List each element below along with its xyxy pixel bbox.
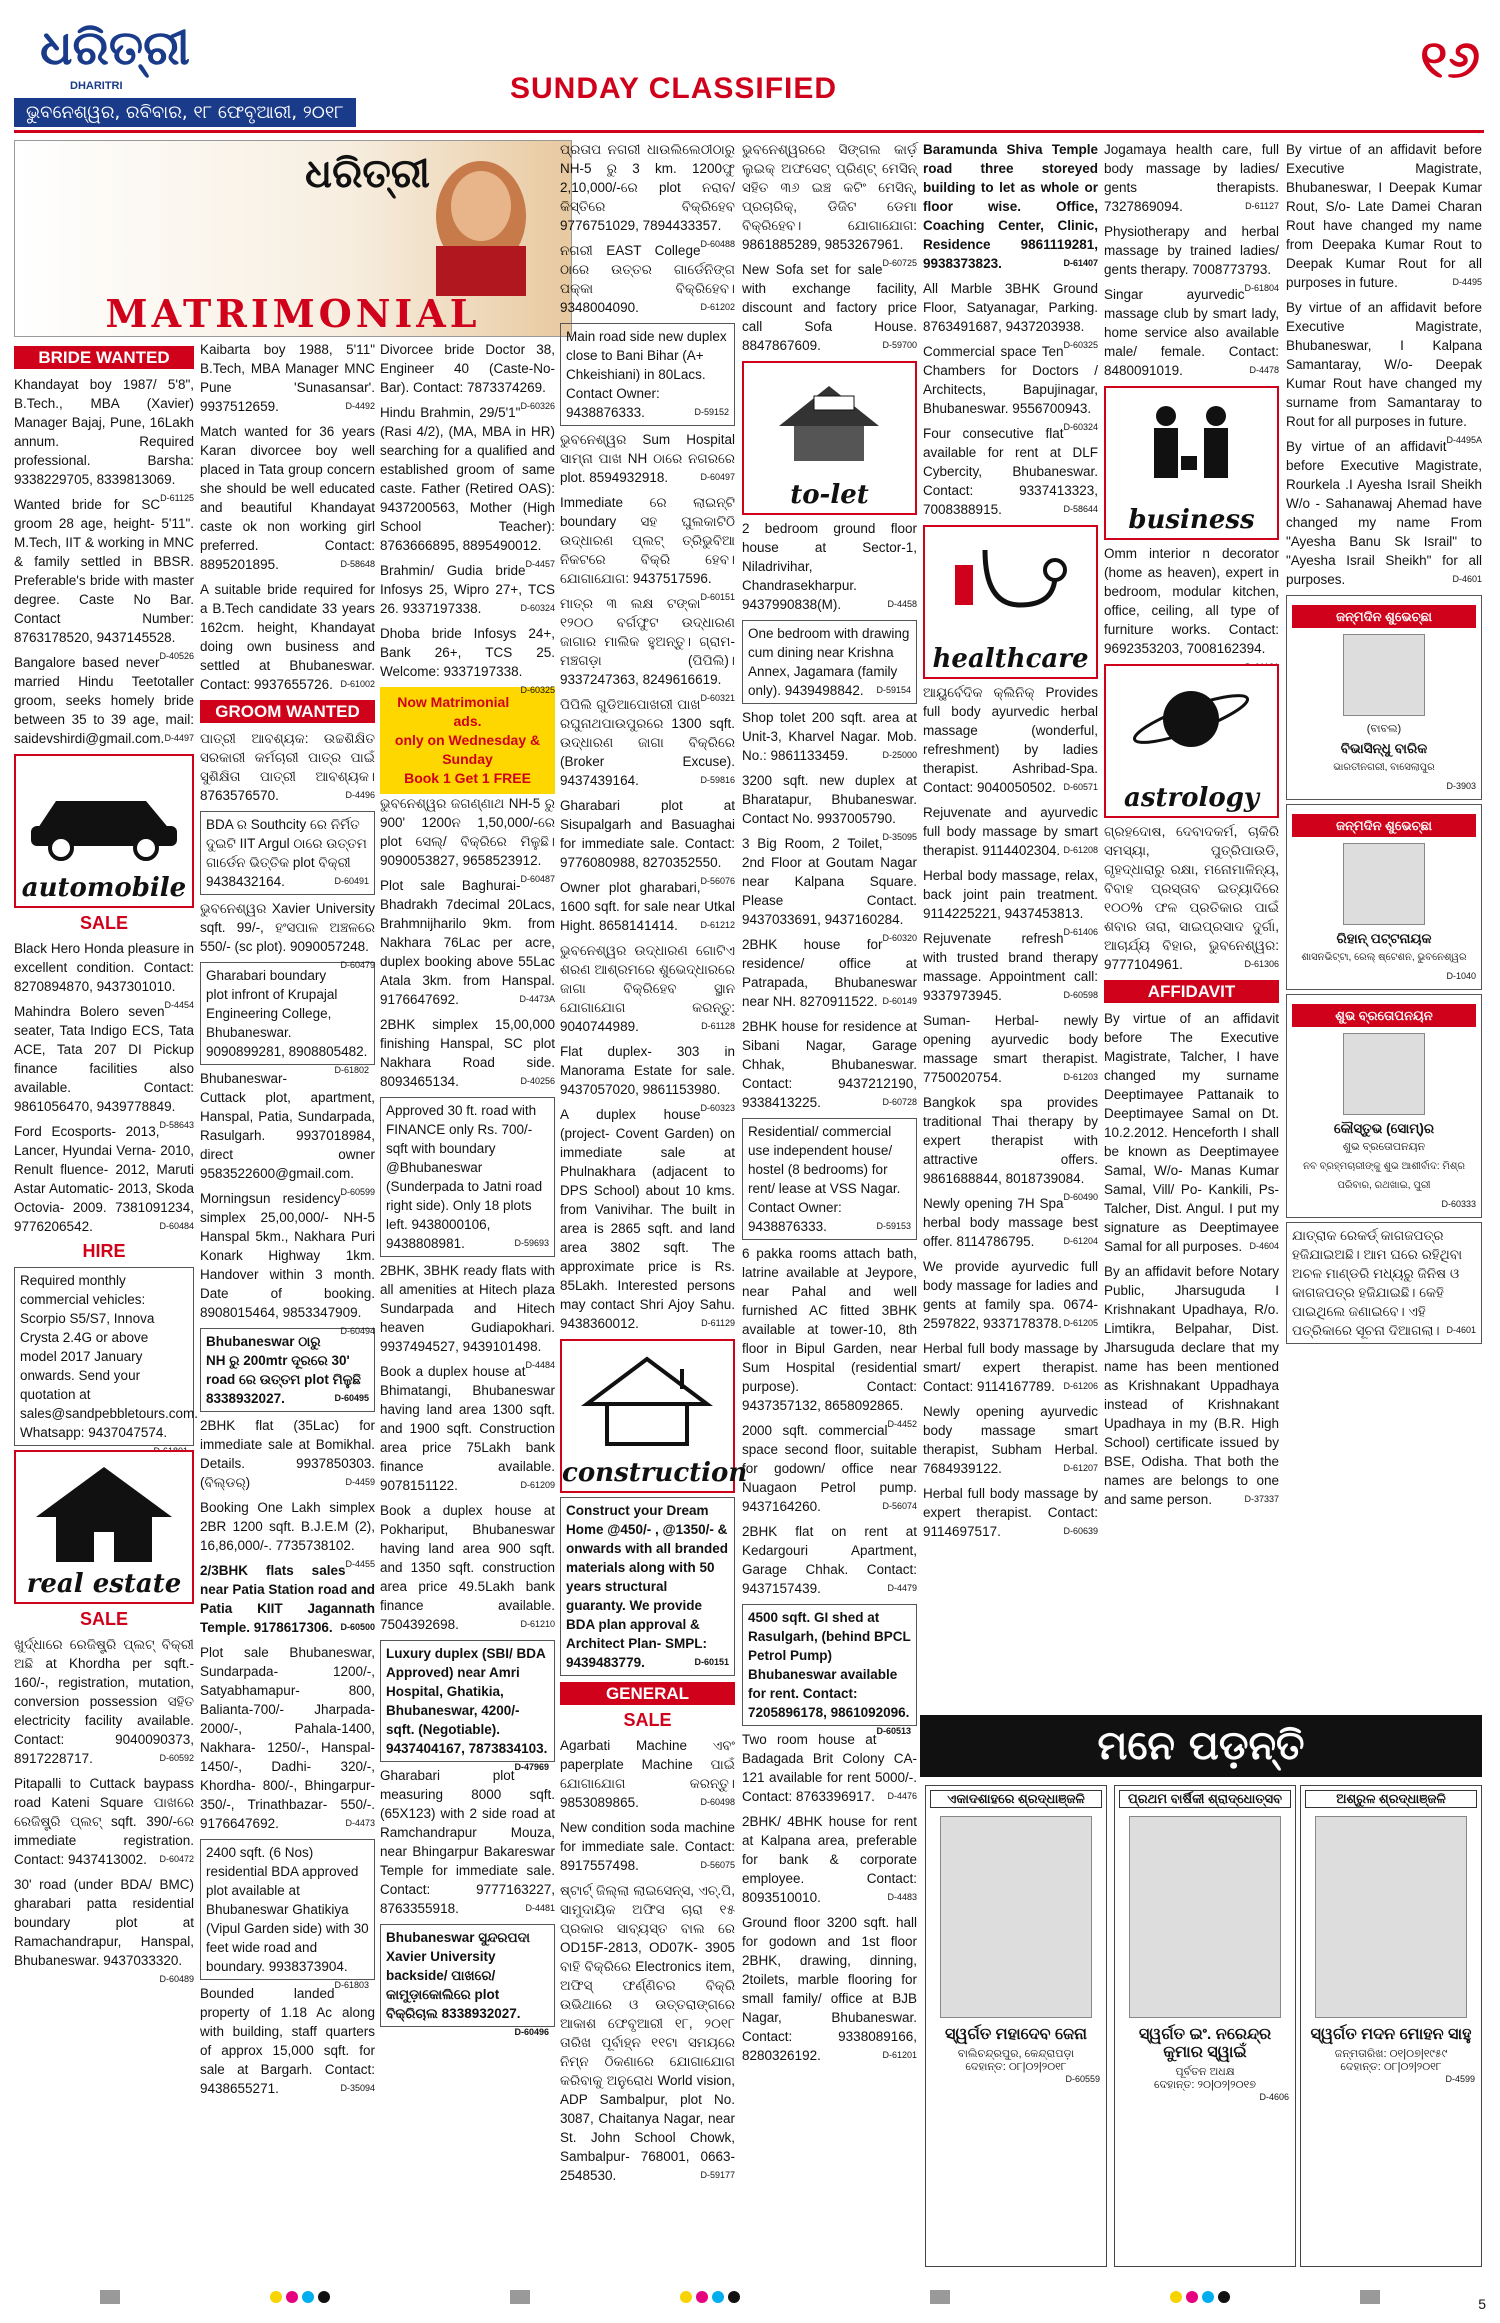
column-8: [1286, 140, 1482, 1710]
classified-ad: Gharabari plot measuring 8000 sqft. (65X123) with 2 side road at Ramchandrapur Mouza, near Bhingarpur Bakareswar Temple for immediate sale. Contact: 9777163227, 8763355918. D-4481: [380, 1768, 555, 1916]
classified-ad: ଷ୍ଟାର୍ଟ୍ ଜିଲ୍ଲା ଲାଇସେନ୍ସ, ଏଚ୍.ପି, ସାମୁଦାୟିକ ଅଫିସ ଚାରା ୧୫ ପ୍ରକାର ସାବ୍ୟସ୍ତ ବାଲ ରେ OD15F-2813, OD07K- 3905 ବାହି ବିକ୍ରିରେ Electronics item, ଅଫିସ୍ ଫର୍ଣ୍ଣିଚର ବିକ୍ରି ଉଭିଥାରେ ଓ ଉତ୍ତରାଙ୍ଗରେ ଆକାଶ ଫେବୃଆରୀ ୧୮, ୨୦୧୮ ତାରିଖ ପୂର୍ବାହ୍ନ ୧୧ଟା ସମୟରେ ନିମ୍ନ ଠିକଣାରେ ଯୋଗାଯୋଗ କରିବାକୁ ଅନୁରୋଧ World vision, ADP Sambalpur, plot No. 3087, Chaitanya Nagar, near St. John School Chowk, Sambalpur- 768001, 0663- 2548530. D-59177: [560, 1883, 735, 2183]
classified-ad: 3 Big Room, 2 Toilet, 2nd Floor at Goutam Nagar near Kalpana Square. Please Contact. 9437033691, 9437160284. D-60320: [742, 836, 917, 943]
classified-ad-boxed: 4500 sqft. GI shed at Rasulgarh, (behind BPCL Petrol Pump) Bhubaneswar available for rent. Contact: 7205896178, 9861092096. D-60513: [742, 1604, 917, 1726]
column-5: [742, 140, 917, 2071]
classified-ad: Kaibarta boy 1988, 5'11" B.Tech, MBA Manager MNC Pune 'Sunasansar'. 9937512659. D-4492: [200, 342, 375, 414]
obituary-card: ପ୍ରଥମ ବାର୍ଷିକୀ ଶ୍ରାଦ୍ଧୋତ୍ସବ ସ୍ୱର୍ଗତ ଇଂ. ନରେନ୍ଦ୍ର କୁମାର ସ୍ୱାଇଁ ପୂର୍ବତନ ଅଧକ୍ଷ ଦେହାନ୍ତ: ୨୦|୦୨|୨୦୧୭ D-4606: [1114, 1785, 1296, 2267]
classified-ad: By virtue of an affidavit before Executive Magistrate, Bhubaneswar, I Deepak Kumar Rout, S/o- Late Damei Charan Rout have changed my name from Deepaka Kumar Rout to Deepak Kumar Rout for all purposes in future. D-4495: [1286, 142, 1482, 290]
classified-ad: Ford Ecosports- 2013, Lancer, Hyundai Verna- 2010, Renult fluence- 2012, Maruti Astar Automatic- 2013, Skoda Octovia- 2009. 7381091234, 9776206542. D-60484: [14, 1124, 194, 1234]
classified-ad-boxed: Luxury duplex (SBI/ BDA Approved) near Amri Hospital, Ghatikia, Bhubaneswar, 4200/- sqft. (Negotiable). 9437404167, 7873834103. D-47969: [380, 1640, 555, 1762]
healthcare-box: [923, 525, 1098, 679]
page-number: ୧୬: [1420, 30, 1480, 90]
obituary-card: ଅଶ୍ରୁଳ ଶ୍ରଦ୍ଧାଞ୍ଜଳି ସ୍ୱର୍ଗତ ମଦନ ମୋହନ ସାହୁ ଜନ୍ମତାରିଖ: ୦୧|୦୭|୧୯୫୯ ଦେହାନ୍ତ: ୦୮|୦୨|୨୦୧୮ D-4599: [1300, 1785, 1482, 2267]
obituary-card: ଏକାଦଶାହରେ ଶ୍ରଦ୍ଧାଞ୍ଜଳି ସ୍ୱର୍ଗତ ମହାଦେବ ଜେନା ବାଲିଚନ୍ଦ୍ରପୁର, କେନ୍ଦ୍ରାପଡ଼ା ଦେହାନ୍ତ: ୦୮|୦୨|୨୦୧୮ D-60559: [925, 1785, 1107, 2267]
classified-ad: Mahindra Bolero seven seater, Tata Indigo ECS, Tata ACE, Tata 207 DI Pickup finance facilities also available. Contact: 9861056470, 9439778849. D-58643: [14, 1004, 194, 1130]
child-photo: [1343, 634, 1425, 716]
classified-ad: Commercial space Ten Chambers for Doctors / Architects, Bapujinagar, Bhubaneswar. 9556700943. D-60324: [923, 344, 1098, 432]
stethoscope-icon: [925, 535, 1096, 635]
classified-ad: Ground floor 3200 sqft. hall for godown and 1st floor 2BHK, drawing, dinning, 2toilets, marble flooring for small family/ office at BJB Nagar, Bhubaneswar. Contact: 9338089166, 8280326192. D-61201: [742, 1915, 917, 2063]
classified-ad-boxed: Bhubaneswar ସୁନ୍ଦରପଦା Xavier University backside/ ପାଖରେ/ କାମୁଡ଼ାକୋଲିରେ plot ବିକ୍ରିଚାଲ 8338932027. D-60496: [380, 1924, 555, 2027]
tolet-label: to-let: [790, 480, 869, 510]
column-4: [560, 140, 748, 2191]
classified-ad: Bangalore based never married Hindu Teetotaller groom, seeks homely bride between 35 to 39 age, mail: saidevshirdi@gmail.com. D-4497: [14, 655, 194, 746]
classified-ad: Newly opening ayurvedic body massage smart therapist, Subham Herbal. 7684939122. D-61207: [923, 1404, 1098, 1476]
astrology-box: [1104, 664, 1279, 818]
classified-ad: Book a duplex house at Bhimatangi, Bhubaneswar having land area 1300 sqft. and 1900 sqft. Construction area price 75Lakh bank finance available. 9078151122. D-61209: [380, 1364, 555, 1493]
classified-ad: ପିପିଲି ଗୁଡିଆପୋଖରୀ ପାଖ ରଘୁନାଥପାଉପୁରରେ 1300 sqft. ଉଦ୍ଧାରଣ ଜାଗା ବିକ୍ରିରେ (Broker Excuse). 9437439164. D-59816: [560, 697, 735, 788]
person-photo: [1129, 1816, 1281, 2018]
classified-ad: Dhoba bride Infosys 24+, Bank 26+, TCS 25. Welcome: 9337197338. D-60325: [380, 626, 555, 695]
classified-ad: 3200 sqft. new duplex at Bharatapur, Bhubaneswar. Contact No. 9937005790. D-35095: [742, 773, 917, 842]
classified-ad: Pitapalli to Cuttack baypass road Kateni Square ପାଖରେ ରେଜିଷ୍ଟ୍ରି ପ୍ଲଟ୍ sqft. 390/-ରେ immediate registration. Contact: 9437413002. D-60472: [14, 1776, 194, 1867]
column-3: [380, 340, 555, 2042]
classified-ad: Gharabari plot at Sisupalgarh and Basuaghai for immediate sale. Contact: 9776080988, 8270352550. D-56076: [560, 798, 735, 886]
matrimonial-offer-ad: Now Matrimonial ads. only on Wednesday & Sunday Book 1 Get 1 FREE: [380, 687, 555, 794]
classified-ad: By an affidavit before Notary Public, Jharsuguda I Krishnakant Upadhaya, R/o. Limtikra, Belpahar, Dist. Jharsuguda declare that my name has been mentioned as Krishnakant Uppadhaya instead of Krishnakant Upadhaya in my (B.R. High School) certificate issued by BSE, Odisha. That both the names are belongs to one and same person. D-37337: [1104, 1264, 1279, 1507]
dateline: ଭୁବନେଶ୍ୱର, ରବିବାର, ୧୮ ଫେବୃଆରୀ, ୨୦୧୮: [14, 98, 356, 127]
classified-ad: By virtue of an affidavit before The Executive Magistrate, Talcher, I have changed my surname Deeptimayee Pattanaik to Deeptimayee Samal on Dt. 10.2.2012. Henceforth I shall be known as Deeptimayee Samal, W/o- Manas Kumar Samal, Vill/ Po- Kankili, Ps- Talcher, Dist. Angul. I put my signature as Deeptimayee Samal for all purposes. D-4604: [1104, 1011, 1279, 1254]
automobile-sale-header: SALE: [79, 913, 128, 933]
classified-ad-boxed: Residential/ commercial use independent house/ hostel (8 bedrooms) for rent/ lease at VSS Nagar. Contact Owner: 9438876333. D-59153: [742, 1118, 917, 1240]
classified-ad: Bounded landed property of 1.18 Ac along with building, staff quarters of approx 15,000 sqft. for sale at Bargarh. Contact: 9438655271. D-35094: [200, 1986, 375, 2096]
car-icon: [16, 766, 192, 866]
realestate-label: real estate: [26, 1569, 182, 1599]
classified-ad: Herbal full body massage by smart/ expert therapist. Contact: 9114167789. D-61206: [923, 1341, 1098, 1394]
header-rule: [14, 130, 1484, 133]
classified-ad: 2 bedroom ground floor house at Sector-1, Niladrivihar, Chandrasekharpur. 9437990838(M). D-4458: [742, 521, 917, 612]
section-title: SUNDAY CLASSIFIED: [510, 72, 838, 105]
column-6: [923, 140, 1098, 1710]
classified-ad: 30' road (under BDA/ BMC) gharabari patta residential boundary plot at Ramachandrapur, Hanspal, Bhubaneswar. 9437033320. D-60489: [14, 1877, 194, 1984]
automobile-label: automobile: [21, 873, 187, 903]
classified-ad: Booking One Lakh simplex 2BR 1200 sqft. B.J.E.M (2), 16,86,000/-. 7735738102. D-4455: [200, 1500, 375, 1569]
classified-ad: Plot sale Baghurai- Bhadrakh 7decimal 20Lacs, Brahmnijharilo 9km. from Nakhara 76Lac per acre, duplex booking above 55Lac Atala 3km. from Hanspal. 9176647692. D-4473A: [380, 878, 555, 1007]
classified-ad: Plot sale Bhubaneswar, Sundarpada- 1200/-, Satyabhamapur- 800, Balianta-700/- Jharpada- 2000/-, Pahala-1400, Nakhara- 1250/-, Hanspal- 1450/-, Dadhi- 320/-, Khordha- 800/-, Bhingarpur- 350/-, Trinathbazar- 550/-. 9176647692. D-4473: [200, 1645, 375, 1831]
classified-ad: ପ୍ରତାପ ନଗରୀ ଧାଉଲିଲେଠୀଠାରୁ NH-5 ରୁ 3 km. 1200ଫୁ 2,10,000/-ରେ plot ନରାବ/ କିସ୍ତିରେ ବିକ୍ରିହେବ 9776751029, 7894433357. D-60488: [560, 142, 735, 249]
column-2: [200, 340, 375, 2104]
classified-ad: Divorcee bride Doctor 38, Engineer 40 (Caste-No- Bar). Contact: 7873374269. D-60326: [380, 342, 555, 411]
classified-ad: By virtue of an affidavit before Executive Magistrate, Bhubaneswar, I Kalpana Samantaray, W/o- Deepak Kumar Rout have changed my surname from Samantaray to Rout for all purposes in future. D-4495A: [1286, 300, 1482, 445]
classified-ad: By virtue of an affidavit before Executive Magistrate, Rourkela .I Ayesha Israil Sheikh W/o - Sahanawaj Ahemad have changed my name From "Ayesha Banu Sk Israil" to "Ayesha Israil Sheikh" for all purposes. D-4601: [1286, 439, 1482, 587]
classified-ad: Hindu Brahmin, 29/5'1" (Rasi 4/2), (MA, MBA in HR) searching for a qualified and established groom of same caste. Father (Retired OAS): 9437200563, Mother (High School Teacher): 8763666895, 8895490012. D-4457: [380, 405, 555, 569]
classified-ad-boxed: Gharabari boundary plot infront of Krupajal Engineering College, Bhubaneswar. 9090899281, 8908805482. D-61802: [200, 962, 375, 1065]
banner-title: MATRIMONIAL: [105, 291, 481, 336]
matrimonial-banner: [14, 140, 572, 337]
person-photo: [940, 1816, 1092, 2018]
notice-box: ଯାତ୍ରାକ ରେକର୍ଡ୍ କାଗଜପତ୍ର ହଜିଯାଇଅଛି। ଆମ ଘରେ ରହିଥିବା ଅଚଳ ମାଣ୍ଡରି ମଧ୍ୟରୁ ଜିନିଷ ଓ କାଗଜପତ୍ର ହଜିଯାଇଛି। କେହି ପାଇଥିଲେ ଜଣାଇବେ। ଏହି ପତ୍ରିକାରେ ସୂଚନା ଦିଆଗଲା। D-4601: [1286, 1222, 1482, 1344]
classified-ad: ଭୁବନେଶ୍ୱର Sum Hospital ସାମ୍ନା ପାଖ NH ଠାରେ ନଗରରେ plot. 8594932918. D-60497: [560, 432, 735, 485]
construction-house-icon: [562, 1349, 733, 1449]
classified-ad: 2BHK/ 4BHK house for rent at Kalpana area, preferable for bank & corporate employee. Contact: 8093510010. D-4483: [742, 1814, 917, 1905]
column-1: [14, 340, 199, 1989]
classified-ad: New condition soda machine for immediate sale. Contact: 8917557498. D-56075: [560, 1820, 735, 1873]
classified-ad: A suitable bride required for a B.Tech candidate 33 years 162cm. height, Khandayat doing own business and settled at Bhubaneswar. Contact: 9937655726. D-61002: [200, 582, 375, 692]
classified-ad: Owner plot gharabari, 1600 sqft. for sale near Utkal Hight. 8658141414. D-61212: [560, 880, 735, 933]
classified-ad: New Sofa set for sale with exchange facility, discount and factory price call Sofa House. 8847867609. D-59700: [742, 262, 917, 353]
classified-ad: Herbal body massage, relax, back joint pain treatment. 9114225221, 9437453813. D-61406: [923, 868, 1098, 937]
classified-ad-boxed: 2400 sqft. (6 Nos) residential BDA approved plot available at Bhubaneswar Ghatikiya (Vipul Garden side) with 30 feet wide road and boundary. 9938373904. D-61803: [200, 1839, 375, 1980]
classified-ad: Herbal full body massage by expert therapist. Contact: 9114697517. D-60639: [923, 1486, 1098, 1539]
registration-bar: [100, 2290, 120, 2304]
realestate-sale-header: SALE: [79, 1609, 128, 1629]
classified-ad: ମାତ୍ର ୩ ଲକ୍ଷ ଟଙ୍କା ୧୨୦୦ ବର୍ଗଫୁଟ ଉଦ୍ଧାରଣ ଜାଗାର ମାଲିକ ହୁଅନ୍ତୁ। ଗ୍ରାମ-ମଞ୍ଚଗଡ଼ା (ପିପିଲି)। 9337247363, 8249616619. D-60321: [560, 596, 735, 703]
classified-ad: Immediate ରେ ଲାଇନ୍ଟି boundary ସହ ଘୁଲକାଟିଠି ଉଦ୍ଧାରଣ ପ୍ଲଟ୍ ତ୍ରିଭୁବିଆ ନିକଟରେ ବିକ୍ରି ହେବ। ଯୋଗାଯୋଗ: 9437517596. D-60151: [560, 495, 735, 602]
footer-page-number: 5: [1478, 2296, 1486, 2312]
classified-ad-boxed: Required monthly commercial vehicles: Scorpio S5/S7, Innova Crysta 2.4G or above model 2017 January onwards. Send your quotation at sales@sandpebbletours.com. Whatsapp: 9437047574.: [14, 1267, 194, 1446]
classified-ad-boxed: BDA ର Southcity ରେ ନିର୍ମିତ ଦୁଇଟି IIT Argul ଠାରେ ଉତ୍ତମ ଗାର୍ଡେନ ଭିତ୍ତିକ plot ବିକ୍ରୀ 9438432164. D-60491: [200, 811, 375, 895]
registration-bar: [510, 2290, 530, 2304]
classified-ad: 2BHK flat on rent at Kedargouri Apartment, Garage Chhak. Contact: 9437157439. D-4479: [742, 1524, 917, 1596]
construction-label: construction: [562, 1458, 748, 1488]
business-people-icon: [1106, 396, 1277, 496]
classified-ad: Book a duplex house at Pokhariput, Bhubaneswar having land area 900 sqft. and 1350 sqft. construction area price 49.5Lakh bank finance available. 7504392698. D-61210: [380, 1503, 555, 1632]
classified-ad: Singar ayurvedic massage club by smart lady, home service also available male/ female. Contact: 8480091019. D-4478: [1104, 287, 1279, 378]
classified-ad: Khandayat boy 1987/ 5'8", B.Tech., MBA (Xavier) Manager Bajaj, Pune, 16Lakh annum. Required professional. Barsha: 9338229705, 8339813069. D-61125: [14, 377, 194, 503]
logo-subtitle: DHARITRI: [70, 80, 123, 92]
realestate-box: [14, 1450, 194, 1604]
classified-ad: Brahmin/ Gudia bride Infosys 25, Wipro 27+, TCS 26. 9337197338. D-60324: [380, 563, 555, 616]
classified-ad: Rejuvenate and ayurvedic full body massage by smart therapist. 9114402304. D-61208: [923, 805, 1098, 858]
color-registration-mark: [680, 2290, 744, 2306]
classified-ad: Bangkok spa provides traditional Thai therapy by expert therapist with attractive offers. 9861688844, 8018739084. D-60490: [923, 1095, 1098, 1202]
classified-ad: ଭୁବନେଶ୍ୱର ଜଗଣ୍ଣାଥ NH-5 ରୁ 900' 1200ନ 1,50,000/-ରେ plot ସେଲ୍/ ବିକ୍ରିରେ ମିଳୁଛି। 9090053827, 9658523912. D-60487: [380, 796, 555, 884]
planet-icon: [1106, 674, 1277, 774]
automobile-box: [14, 754, 194, 908]
child-photo: [1343, 1033, 1425, 1115]
classified-ad: Two room house at Badagada Brit Colony CA-121 available for rent 5000/-. Contact: 8763396917. D-4476: [742, 1732, 917, 1804]
classified-ad-boxed: Bhubaneswar ଠାରୁ NH ରୁ 200mtr ଦୂରରେ 30' road ରେ ଉତ୍ତମ plot ମିଳୁଛି 8338932027. D-60495: [200, 1328, 375, 1412]
classified-ad: Match wanted for 36 years Karan divorcee boy well placed in Tata group concern she should be well educated and beautiful Khandayat caste ok non working girl preferred. Contact: 8895201895. D-58648: [200, 424, 375, 572]
classified-ad: 2BHK flat (35Lac) for immediate sale at Bomikhal. Details. 9937850303. (ବିଲ୍ଡର୍) D-4459: [200, 1418, 375, 1490]
construction-box: [560, 1339, 748, 1493]
classified-ad-boxed: Construct your Dream Home @450/- , @1350/- & onwards with all branded materials along with 50 years structural guaranty. We provide BDA plan approval & Architect Plan- SMPL: 9439483779. D-60151: [560, 1497, 735, 1676]
affidavit-header: AFFIDAVIT: [1104, 980, 1279, 1003]
classified-ad: ଭୁବନେଶ୍ୱରରେ ସିଙ୍ଗଲ କାର୍ଡ଼ ଲୁଇକ୍ ଅଫସେଟ୍ ପ୍ରିଣ୍ଟ୍ ମେସିନ୍ ସହିତ ୩୬ ଇଞ୍ଚ କଟିଂ ମେସିନ୍, ପ୍ରଚାରିକ୍, ଡିଜିଟ ଡେମା ବିକ୍ରିହେବ। ଯୋଗାଯୋଗ: 9861885289, 9853267961. D-60725: [742, 142, 917, 268]
classified-ad: ଭୁବନେଶ୍ୱର ଉଦ୍ଧାରଣ ଗୋଟିଏ ଶରଣ ଆଶ୍ରମରେ ଶୁଭେଦ୍ଧାରରେ ଜାଗା ବିକ୍ରିହେବ ସ୍ଥାନ ଯୋଗାଯୋଗ କରନ୍ତୁ: 9040744989. D-61128: [560, 943, 735, 1034]
classified-ad: Flat duplex- 303 in Manorama Estate for sale. 9437057020, 9861153980. D-60323: [560, 1044, 735, 1113]
birthday-card: ଜନ୍ମଦିନ ଶୁଭେଚ୍ଛା ରିହାନ୍ ପଟ୍ଟନାୟକ ଶାସନଭିଟ୍ଟା, ରେଲ୍ ଷ୍ଟେଶନ, ଭୁବନେଶ୍ୱର D-1040: [1286, 804, 1482, 990]
person-photo: [1315, 1816, 1467, 2018]
classified-ad: Black Hero Honda pleasure in excellent condition. Contact: 8270894870, 9437301010. D-4454: [14, 941, 194, 1010]
classified-ad: A duplex house (project- Covent Garden) on immediate sale at Phulnakhara (adjacent to DPS School) about 10 kms. from Vanivihar. The built in area is 2865 sqft. and land area 3802 sqft. The approximate price is Rs. 85Lakh. Interested persons may contact Shri Ajoy Sahu. 9438360012. D-61129: [560, 1107, 735, 1331]
child-photo: [1343, 843, 1425, 925]
color-registration-mark: [1170, 2290, 1234, 2306]
color-registration-mark: [270, 2290, 334, 2306]
classified-ad: Omm interior n decorator (home as heaven), expert in bedroom, modular kitchen, office, ceiling, all type of furniture works. Contact: 9692353203, 7008162394.: [1104, 546, 1279, 656]
classified-ad: ନଗରୀ EAST College ଠାରେ ଉତ୍ତର ଗାର୍ଡେନିଙ୍ଗ ପକ୍କା ବିକ୍ରିହେବ। 9348004090. D-61202: [560, 243, 735, 315]
bride-illustration-icon: [361, 146, 561, 296]
classified-ad: All Marble 3BHK Ground Floor, Satyanagar, Parking. 8763491687, 9437203938. D-60325: [923, 281, 1098, 350]
obituary-banner: ମନେ ପଡ଼ନ୍ତି: [920, 1715, 1482, 1777]
classified-ad: We provide ayurvedic full body massage for ladies and gents at family spa. 0674-2597822, 9337178378. D-61205: [923, 1259, 1098, 1331]
classified-ad: 2BHK house for residence at Sibani Nagar, Garage Chhak, Bhubaneswar. Contact: 9437212190, 9338413225. D-60728: [742, 1019, 917, 1110]
classified-ad: Jogamaya health care, full body massage by ladies/ gents therapists. 7327869094. D-61127: [1104, 142, 1279, 214]
classified-ad: ଗ୍ରହଦୋଷ, ଦେବାଦକର୍ମ, ଚାକିରି ସମସ୍ୟା, ପୁତ୍ରିପାଉଡି, ଗୃହଦ୍ଧାରାରୁ ରକ୍ଷା, ମନୋମାଳିନ୍ୟ, ବିବାହ ପ୍ରସ୍ତାବ ଇତ୍ୟାଦିରେ ୧୦୦% ଫଳ ପ୍ରତିକାର ପାଇଁ ଶବାର ତାରା, ସାଇପ୍ରସାଦ ଦୁର୍ଗା, ଆଚାର୍ଯ୍ୟ ବିହାର, ଭୁବନେଶ୍ୱର: 9777104961. D-61306: [1104, 824, 1279, 972]
business-box: [1104, 386, 1279, 540]
masthead: [0, 0, 1500, 130]
classified-ad: 2BHK house for residence/ office at Patrapada, Bhubaneswar near NH. 8270911522. D-60149: [742, 937, 917, 1009]
classified-ad: Shop tolet 200 sqft. area at Unit-3, Kharvel Nagar. Mob. No.: 9861133459. D-25000: [742, 710, 917, 763]
classified-ad: Bhubaneswar- Cuttack plot, apartment, Hanspal, Patia, Sundarpada, Rasulgarh. 9937018984, direct owner 9583522600@gmail.com. D-60599: [200, 1071, 375, 1197]
column-7: [1104, 140, 1279, 1710]
groom-wanted-header: GROOM WANTED: [200, 700, 375, 723]
classified-ad: ପାତ୍ରୀ ଆବଶ୍ୟକ: ଉଚ୍ଚଶିକ୍ଷିତ ସରକାରୀ କର୍ମଚାରୀ ପାତ୍ର ପାଇଁ ସୁଶିକ୍ଷିତା ପାତ୍ରୀ ଆବଶ୍ୟକ। 8763576570. D-4496: [200, 731, 375, 803]
classified-ad: Morningsun residency simplex 25,00,000/- NH-5 Hanspal 5km., Nakhara Puri Konark Highway 1km. Handover within 3 month. Date of booking. 8908015464, 9853347909. D-60494: [200, 1191, 375, 1336]
classified-ad: ଖୁର୍ଦ୍ଧାରେ ରେଜିଷ୍ଟ୍ରି ପ୍ଲଟ୍ ବିକ୍ରୀ ଅଛି at Khordha per sqft.- 160/-, registration, mutation, conversion possession ସହିତ electricity facility available. Contact: 9040090373, 8917228717. D-60592: [14, 1637, 194, 1766]
classified-ad-boxed: Approved 30 ft. road with FINANCE only Rs. 700/- sqft with boundary @Bhubaneswar (Sunderpada to Jatni road right side). Only 18 plots left. 9438000106, 9438808981. D-59693: [380, 1097, 555, 1257]
classified-ad: 2/3BHK flats sales near Patia Station road and Patia KIIT Jagannath Temple. 9178617306. D-60500: [200, 1563, 375, 1635]
classified-ad-boxed: One bedroom with drawing cum dining near Krishna Annex, Jagamara (family only). 9439498842. D-59154: [742, 620, 917, 704]
banner-logo: ଧରିତ୍ରୀ: [305, 151, 430, 197]
classified-ad: Wanted bride for SC groom 28 age, height- 5'11". M.Tech, IIT & working in MNC & family settled in BBSR. Preferable's bride with master degree. Caste No Bar. Contact Number: 8763178520, 9437145528. D-40526: [14, 497, 194, 661]
registration-bar: [1360, 2290, 1380, 2304]
classified-ad: Physiotherapy and herbal massage by trained ladies/ gents therapy. 7008773793. D-61804: [1104, 224, 1279, 293]
classified-ad: Agarbati Machine ଏବଂ paperplate Machine ପାଇଁ ଯୋଗାଯୋଗ କରନ୍ତୁ। 9853089865. D-60498: [560, 1738, 735, 1810]
tolet-box: [742, 361, 917, 515]
general-sale-header: SALE: [623, 1710, 672, 1730]
astrology-label: astrology: [1123, 783, 1260, 813]
hire-header: HIRE: [82, 1241, 126, 1261]
birthday-card: ଜନ୍ମଦିନ ଶୁଭେଚ୍ଛା (ବାବଲ) ବିଭାସିନ୍ଧୁ ବାରିକ ଭାରତୀନଗରୀ, ବାସେଲାପୁର D-3903: [1286, 595, 1482, 800]
house-icon: [16, 1457, 192, 1567]
general-header: GENERAL: [560, 1682, 735, 1705]
classified-ad-boxed: Main road side new duplex close to Bani Bihar (A+ Chkeishiani) in 80Lacs. Contact Owner: 9438876333. D-59152: [560, 323, 735, 426]
classified-ad: 6 pakka rooms attach bath, latrine available at Jeypore, near Pahal and well furnished AC fitted 3BHK available at tower-10, 8th floor in Bipul Garden, near Sum Hospital (residential purpose). Contact: 9437357132, 8658092865. D-4452: [742, 1246, 917, 1429]
tolet-sign-icon: [744, 371, 915, 471]
classified-ad: Newly opening 7H Spa herbal body massage best offer. 8114786795. D-61204: [923, 1196, 1098, 1249]
classified-ad: Baramunda Shiva Temple road three storeyed building to let as whole or floor wise. Office, Coaching Center, Clinic, Residence 9861119281, 9938373823. D-61407: [923, 142, 1098, 271]
classified-ad: Four consecutive flat available for rent at DLF Cybercity, Bhubaneswar. Contact: 9337413323, 7008388915. D-58644: [923, 426, 1098, 517]
registration-bar: [930, 2290, 950, 2304]
classified-ad: ଆୟୁର୍ବେଦିକ କ୍ଲିନିକ୍ Provides full body ayurvedic herbal massage (wonderful, refreshment) by ladies therapist. Ashribad-Spa. Contact: 9040050502. D-60571: [923, 685, 1098, 795]
classified-ad: Suman- Herbal- newly opening ayurvedic body massage smart therapist. 7750020754. D-61203: [923, 1013, 1098, 1085]
classified-ad: 2000 sqft. commercial space second floor, suitable for godown/ office near Nuagaon Petrol pump. 9437164260. D-56074: [742, 1423, 917, 1514]
bride-wanted-header: BRIDE WANTED: [14, 346, 194, 369]
classified-ad: Rejuvenate refresh with trusted brand therapy massage. Appointment call: 9337973945. D-60598: [923, 931, 1098, 1003]
classified-ad: ଭୁବନେଶ୍ୱର Xavier University sqft. 99/-, ହଂସପାଳ ଅଞ୍ଚଳରେ 550/- (sc plot). 9090057248. D-60479: [200, 901, 375, 970]
business-label: business: [1128, 505, 1255, 535]
dharitri-logo: ଧରିତ୍ରୀ: [40, 20, 190, 76]
healthcare-label: healthcare: [932, 644, 1089, 674]
classified-ad: 2BHK, 3BHK ready flats with all amenities at Hitech plaza Sundarpada and Hitech heaven Gudiapokhari. 9937494527, 9439101498. D-4484: [380, 1263, 555, 1370]
thread-ceremony-card: ଶୁଭ ବ୍ରତୋପନୟନ କୌସ୍ତୁଭ (ସୋମ୍)ର ଶୁଭ ବ୍ରତୋପନୟନ ନବ ବ୍ରହ୍ମଚାରୀଙ୍କୁ ଶୁଭ ଆଶୀର୍ବାଦ: ମିଶ୍ର ପରିବାର, ରଥଖାଇ, ପୁରୀ D-60333: [1286, 994, 1482, 1218]
classified-ad: 2BHK simplex 15,00,000 finishing Hanspal, SC plot Nakhara Road side. 8093465134. D-40256: [380, 1017, 555, 1089]
